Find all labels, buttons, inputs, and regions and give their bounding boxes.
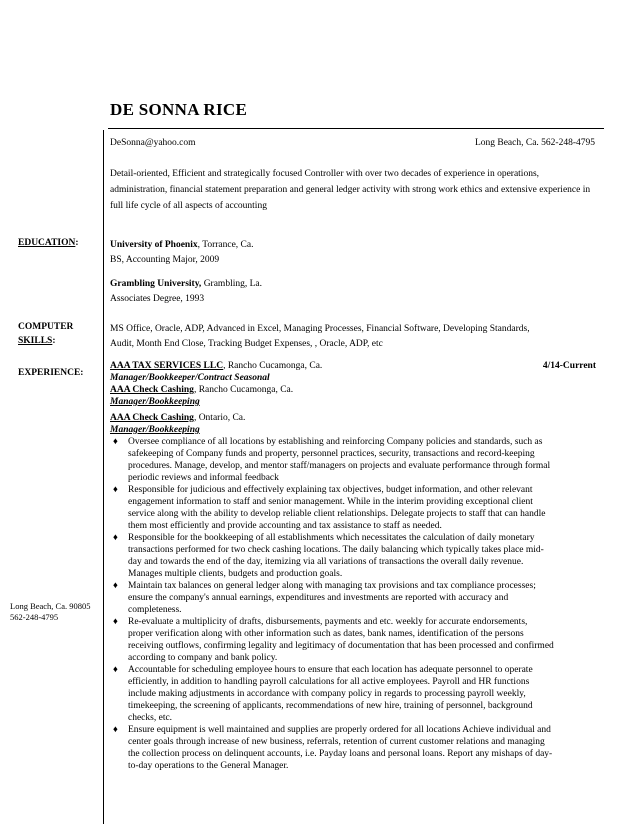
job-header: AAA TAX SERVICES LLC, Rancho Cucamonga, Ca. 4/14-Current xyxy=(110,361,596,371)
list-item: ♦ Responsible for the bookkeeping of all establishments which necessitates the calculation of daily monetary transactions performed for two check cashing locations. The daily balancing which typically takes place mid- day and towards the end of the day, itemizing via all variations of transactions the overall daily revenue. Manages multiple clients, budgets and production goals. xyxy=(113,533,544,579)
summary-paragraph: Detail-oriented, Efficient and strategically focused Controller with over two decades of experience in operations, administration, financial statement preparation and general ledger activity with strong work ethics and extensive experience in full life cycle of all aspects of accounting xyxy=(110,169,591,211)
list-item: ♦ Oversee compliance of all locations by establishing and reinforcing Company policies and standards, such as safekeeping of Company funds and property, personnel practices, security, transactions and record-keeping procedures. Manage, develop, and mentor staff/managers on projects and evaluate performance through formal periodic reviews and informal feedback xyxy=(113,437,551,483)
school-entry: Grambling University, Grambling, La. xyxy=(110,279,262,289)
list-item: ♦ Accountable for scheduling employee hours to ensure that each location has adequate personnel to operate efficiently, in addition to handling payroll calculations for all active employees. Payroll and HR functions include making adjustments in accordance with company policy in regards to processing payroll weekly, timekeeping, the screening of applicants, recommendations of new hire, training of personnel, background checks, etc. xyxy=(113,665,533,723)
degree-text: Associates Degree, 1993 xyxy=(110,294,205,304)
applicant-name: DE SONNA RICE xyxy=(110,100,248,119)
experience-section xyxy=(110,360,596,772)
list-item: ♦ Ensure equipment is well maintained and supplies are properly ordered for all locations Achieve individual and center goals through increase of new business, referrals, retention of current customer relations and managing the collection process on delinquent accounts, i.e. Payday loans and personal loans. Report any mishaps of day- to-day operations to the General Manager. xyxy=(113,725,553,771)
skills-text: MS Office, Oracle, ADP, Advanced in Excel, Managing Processes, Financial Software, Developing Standards, Audit, Month End Close, Tracking Budget Expenses, , Oracle, ADP, etc xyxy=(110,324,530,349)
job-title: Manager/Bookkeeping xyxy=(110,397,200,407)
sidebar-phone: 562-248-4795 xyxy=(10,612,59,622)
list-item: ♦ Responsible for judicious and effectively explaining tax objectives, budget information, and other relevant engagement information to staff and senior management. While in the interim providing exceptional client service along with the ability to develop reliable client relationships. Delegate projects to staff that can handle them most efficiently and provide accounting and tax assistance to staff as needed. xyxy=(113,485,546,531)
list-item: ♦ Re-evaluate a multiplicity of drafts, disbursements, payments and etc. weekly for accurate endorsements, proper verification along with other information such as dates, bank names, identification of the persons receiving outflows, confirming legality and legitimacy of documentation that has been processed and confirmed according to company and bank policy. xyxy=(113,617,554,663)
contact-line xyxy=(110,138,595,148)
job-title: Manager/Bookkeeping xyxy=(110,425,200,435)
location-phone-text: Long Beach, Ca. 562-248-4795 xyxy=(474,138,595,148)
email-text: DeSonna@yahoo.com xyxy=(110,138,196,148)
job-header: AAA Check Cashing, Ontario, Ca. xyxy=(110,413,246,423)
education-label: EDUCATION: xyxy=(18,238,79,248)
school-entry: University of Phoenix, Torrance, Ca. xyxy=(110,240,254,250)
job-header: AAA Check Cashing, Rancho Cucamonga, Ca. xyxy=(110,385,294,395)
sidebar-city: Long Beach, Ca. 90805 xyxy=(10,601,91,611)
job-title: Manager/Bookkeeper/Contract Seasonal xyxy=(110,373,270,383)
list-item: ♦ Maintain tax balances on general ledger along with managing tax provisions and tax compliance processes; ensure the company's annual earnings, expenditures and investments are reported with accuracy and completeness. xyxy=(113,581,536,615)
experience-label: EXPERIENCE: xyxy=(18,368,84,378)
job-dates: 4/14-Current xyxy=(542,361,596,371)
duties-list xyxy=(110,436,596,772)
column-divider xyxy=(103,130,104,824)
sidebar-contact xyxy=(10,601,91,623)
header-rule xyxy=(108,128,604,129)
degree-text: BS, Accounting Major, 2009 xyxy=(110,255,220,265)
education-entries xyxy=(110,238,262,307)
skills-label: COMPUTER SKILLS: xyxy=(18,322,74,346)
